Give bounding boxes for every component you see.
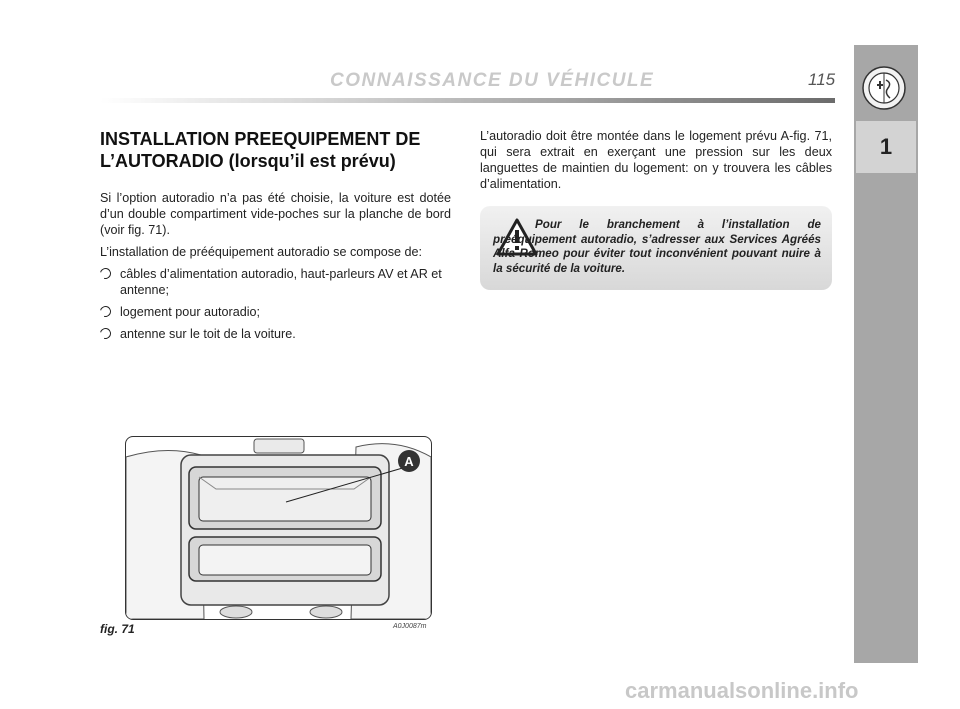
list-item xyxy=(100,304,451,320)
components-intro: L’installation de prééquipement autoradio se compose de: xyxy=(100,245,423,259)
intro-paragraph: Si l’option autoradio n’a pas été choisie, la voiture est dotée d’un double compartiment vide-poches sur la planche de bord (voir fig. 71). xyxy=(100,191,451,237)
figure-71-illustration xyxy=(125,436,432,620)
site-watermark: carmanualsonline.info xyxy=(625,678,859,703)
right-column-body xyxy=(480,128,832,192)
left-column-body xyxy=(100,190,451,348)
chapter-number: 1 xyxy=(856,121,916,173)
alfa-romeo-logo-icon xyxy=(862,66,906,110)
running-header-title: CONNAISSANCE DU VÉHICULE xyxy=(330,70,655,91)
bullet-icon xyxy=(98,266,113,281)
callout-label-a: A xyxy=(398,450,420,472)
header-divider xyxy=(100,98,835,103)
bullet-icon xyxy=(98,304,113,319)
list-item xyxy=(100,266,451,298)
components-list xyxy=(100,266,451,342)
list-item-text: antenne sur le toit de la voiture. xyxy=(120,327,296,341)
figure-code: A0J0087m xyxy=(393,623,427,630)
dashboard-storage-drawing xyxy=(126,437,431,619)
section-heading-line-1: INSTALLATION PREEQUIPEMENT DE xyxy=(100,129,421,149)
figure-caption: fig. 71 xyxy=(100,622,135,636)
warning-text: Pour le branchement à l’installation de prééquipement autoradio, s’adresser aux Services Agréés Alfa Romeo pour éviter tout inconvénient pouvant nuire à la sécurité de la voiture. xyxy=(493,218,821,275)
page-number: 115 xyxy=(808,70,836,89)
list-item-text: câbles d’alimentation autoradio, haut-parleurs AV et AR et antenne; xyxy=(120,267,442,297)
section-heading xyxy=(100,128,450,172)
warning-box xyxy=(480,206,832,290)
mounting-paragraph: L’autoradio doit être montée dans le logement prévu A-fig. 71, qui sera extrait en exerçant une pression sur les deux languettes de maintien du logement: on y trouvera les câbles d’alimentation. xyxy=(480,129,832,191)
list-item xyxy=(100,326,451,342)
section-heading-line-2: L’AUTORADIO (lorsqu’il est prévu) xyxy=(100,151,396,171)
bullet-icon xyxy=(98,326,113,341)
list-item-text: logement pour autoradio; xyxy=(120,305,261,319)
